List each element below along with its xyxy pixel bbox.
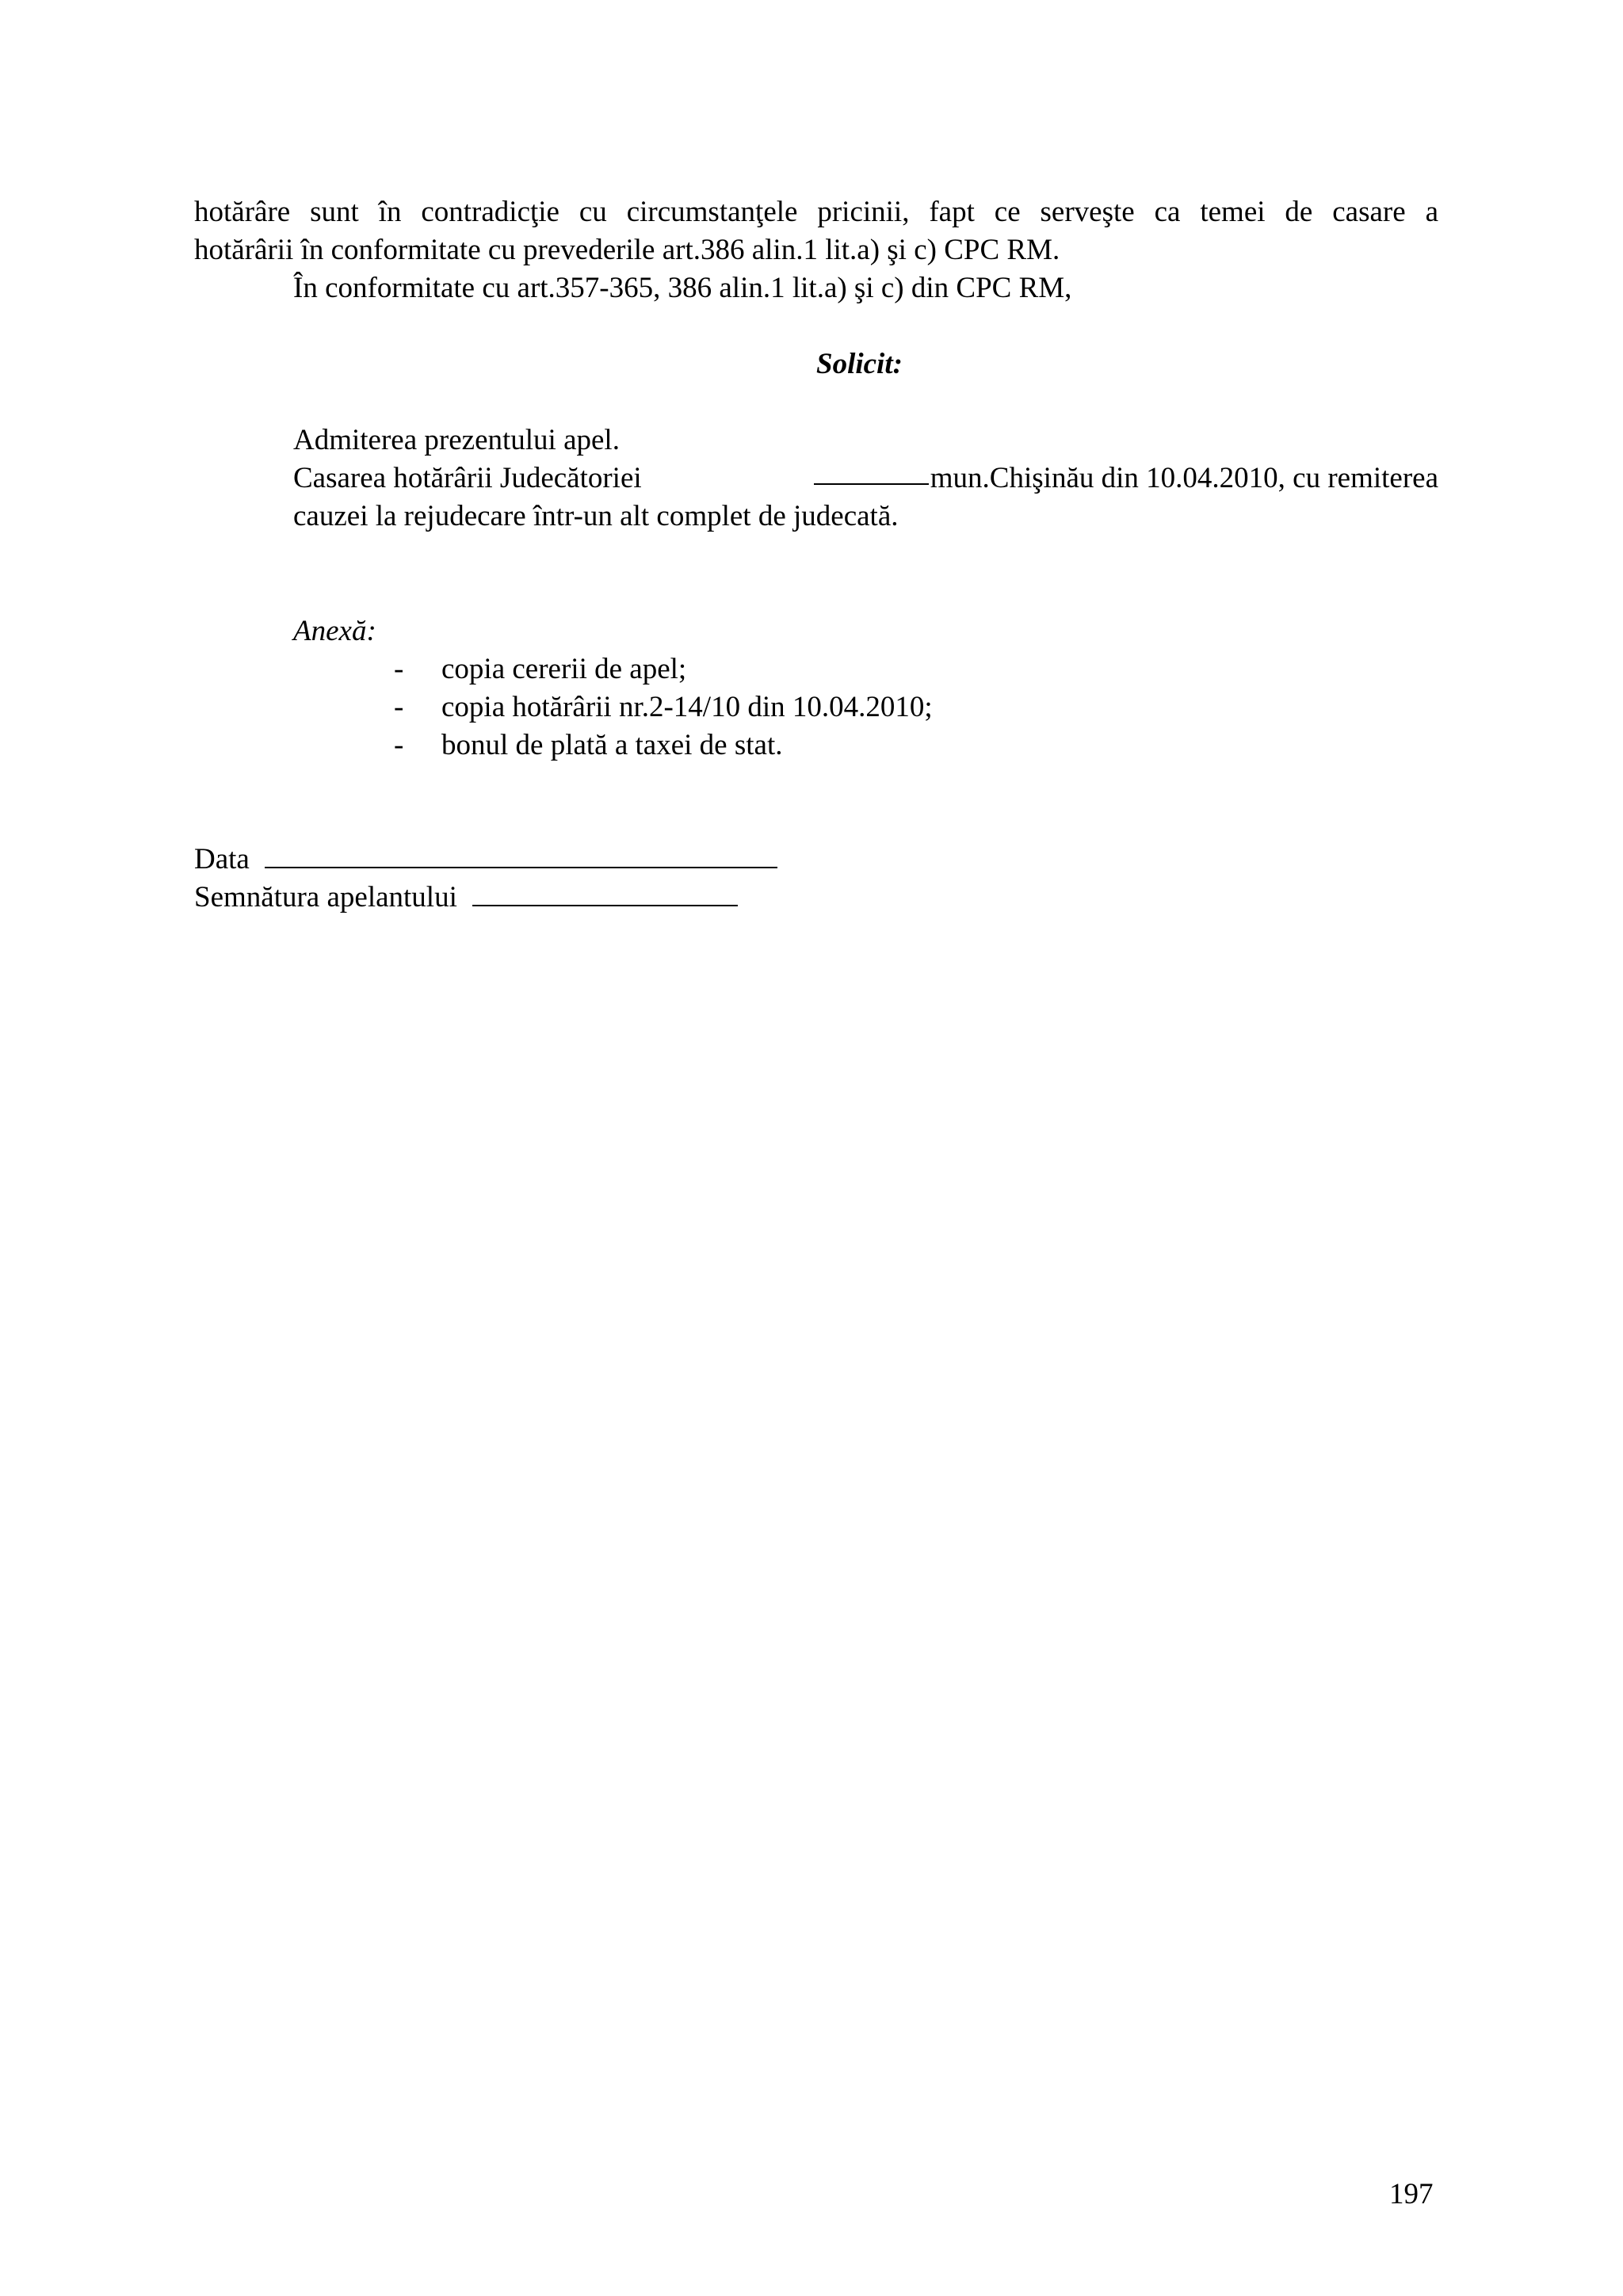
request-item [293, 460, 1438, 498]
request-text: Casarea hotărârii Judecătoriei [293, 462, 642, 494]
list-bullet: - [394, 729, 404, 761]
court-name-blank [814, 460, 929, 485]
paragraph-line: hotărâre sunt în contradicţie cu circumstanţele pricinii, fapt ce serveşte ca temei de casare a [194, 196, 1438, 228]
request-item: Admiterea prezentului apel. [293, 424, 620, 456]
paragraph-line: hotărârii în conformitate cu prevederile art.386 alin.1 lit.a) şi c) CPC RM. [194, 234, 1060, 266]
list-bullet: - [394, 691, 404, 723]
annex-item: copia cererii de apel; [441, 653, 687, 685]
request-text-continued: mun.Chişinău din 10.04.2010, cu remiterea [814, 460, 1438, 498]
date-field [194, 841, 777, 879]
section-heading: Solicit: [816, 348, 903, 380]
date-label: Data [194, 843, 250, 875]
signature-label: Semnătura apelantului [194, 881, 457, 913]
page-number: 197 [1389, 2178, 1434, 2210]
paragraph-line: În conformitate cu art.357-365, 386 alin.1 lit.a) şi c) din CPC RM, [293, 272, 1072, 304]
list-bullet: - [394, 653, 404, 685]
signature-blank [472, 881, 738, 906]
date-blank [265, 843, 777, 868]
signature-field [194, 879, 738, 917]
annex-title: Anexă: [293, 615, 376, 647]
annex-item: bonul de plată a taxei de stat. [441, 729, 783, 761]
request-item-continuation: cauzei la rejudecare într-un alt complet de judecată. [293, 500, 899, 532]
annex-item: copia hotărârii nr.2-14/10 din 10.04.2010; [441, 691, 933, 723]
